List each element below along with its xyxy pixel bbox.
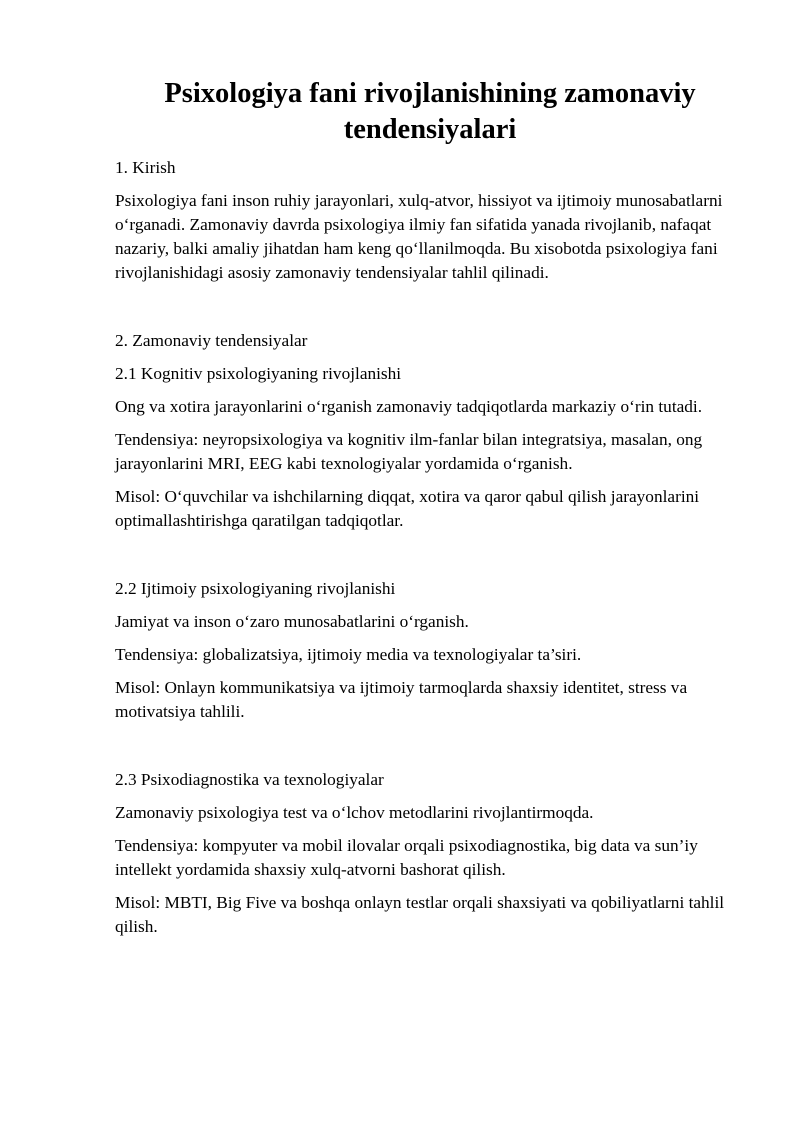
section-heading-trends: 2. Zamonaviy tendensiyalar xyxy=(115,331,308,350)
cognitive-description: Ong va xotira jarayonlarini o‘rganish zamonaviy tadqiqotlarda markaziy o‘rin tutadi. xyxy=(115,397,703,416)
social-description: Jamiyat va inson o‘zaro munosabatlarini o‘rganish. xyxy=(115,612,469,631)
social-example: Misol: Onlayn kommunikatsiya va ijtimoiy tarmoqlarda shaxsiy identitet, stress va motivatsiya tahlili. xyxy=(115,678,688,721)
subsection-heading-cognitive: 2.1 Kognitiv psixologiyaning rivojlanishi xyxy=(115,364,402,383)
section-spacer xyxy=(115,733,745,768)
section-spacer xyxy=(115,294,745,329)
document-title: Psixologiya fani rivojlanishining zamonaviy tendensiyalari xyxy=(164,78,696,145)
intro-paragraph: Psixologiya fani inson ruhiy jarayonlari, xulq-atvor, hissiyot va ijtimoiy munosabatlarni o‘rganadi. Zamonaviy davrda psixologiya ilmiy fan sifatida yanada rivojlanib, nafaqat nazariy, balki amaliy jihatdan ham keng qo‘llanilmoqda. Bu xisobotda psixologiya fani rivojlanishidagi asosiy zamonaviy tendensiyalar tahlil qilinadi. xyxy=(115,191,723,282)
cognitive-example: Misol: O‘quvchilar va ishchilarning diqqat, xotira va qaror qabul qilish jarayonlarini optimallashtirishga qaratilgan tadqiqotlar. xyxy=(115,487,700,530)
subsection-heading-social: 2.2 Ijtimoiy psixologiyaning rivojlanishi xyxy=(115,579,396,598)
social-trend: Tendensiya: globalizatsiya, ijtimoiy media va texnologiyalar ta’siri. xyxy=(115,645,582,664)
diagnostics-example: Misol: MBTI, Big Five va boshqa onlayn testlar orqali shaxsiyati va qobiliyatlarni tahlil qilish. xyxy=(115,893,725,936)
section-heading-intro: 1. Kirish xyxy=(115,158,176,177)
document-page xyxy=(115,76,745,948)
section-spacer xyxy=(115,542,745,577)
subsection-heading-diagnostics: 2.3 Psixodiagnostika va texnologiyalar xyxy=(115,770,384,789)
diagnostics-description: Zamonaviy psixologiya test va o‘lchov metodlarini rivojlantirmoqda. xyxy=(115,803,594,822)
diagnostics-trend: Tendensiya: kompyuter va mobil ilovalar orqali psixodiagnostika, big data va sun’iy intellekt yordamida shaxsiy xulq-atvorni bashorat qilish. xyxy=(115,836,698,879)
cognitive-trend: Tendensiya: neyropsixologiya va kognitiv ilm-fanlar bilan integratsiya, masalan, ong jarayonlarini MRI, EEG kabi texnologiyalar yordamida o‘rganish. xyxy=(115,430,703,473)
